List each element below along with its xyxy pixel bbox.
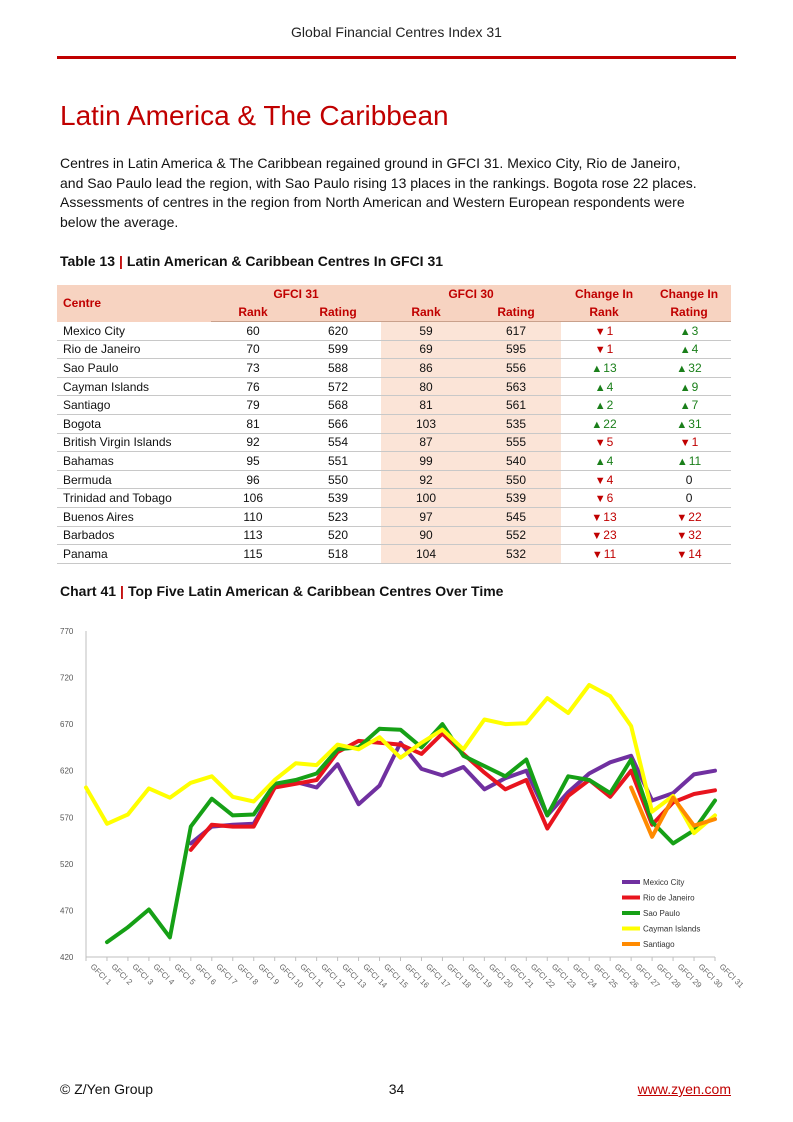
cell-change-rank — [561, 322, 647, 341]
table-caption-separator: | — [119, 253, 123, 269]
change-value: 3 — [691, 323, 699, 338]
cell-change-rating — [647, 507, 731, 526]
cell-rank-31: 113 — [211, 526, 295, 545]
legend-label: Mexico City — [643, 878, 685, 887]
x-tick-label: GFCI 14 — [361, 962, 389, 990]
cell-change-rating — [647, 452, 731, 471]
running-header: Global Financial Centres Index 31 — [291, 24, 502, 40]
cell-rating-30: 552 — [471, 526, 561, 545]
legend-label: Cayman Islands — [643, 924, 701, 934]
cell-rating-31: 523 — [295, 507, 381, 526]
x-tick-label: GFCI 5 — [172, 962, 198, 987]
x-tick-label: GFCI 2 — [109, 962, 135, 987]
cell-rating-30: 556 — [471, 359, 561, 378]
table-caption-number: Table 13 — [60, 253, 115, 269]
change-value: 13 — [603, 360, 617, 375]
x-tick-label: GFCI 24 — [570, 962, 599, 990]
triangle-down-icon: ▼ — [594, 493, 606, 506]
x-tick-label: GFCI 9 — [256, 962, 281, 987]
y-tick-label: 670 — [60, 720, 74, 730]
change-value: 14 — [688, 546, 702, 561]
cell-centre: Bahamas — [57, 452, 211, 471]
cell-rating-31: 539 — [295, 489, 381, 508]
cell-centre: Buenos Aires — [57, 507, 211, 526]
change-value: 7 — [691, 398, 699, 413]
y-tick-label: 470 — [60, 906, 74, 916]
table-row — [57, 396, 731, 415]
cell-change-rank — [561, 396, 647, 415]
triangle-up-icon: ▲ — [591, 418, 603, 431]
x-tick-label: GFCI 21 — [507, 962, 536, 990]
header-rank-31: Rank — [211, 303, 295, 322]
cell-rating-31: 551 — [295, 452, 381, 471]
footer-copyright: © Z/Yen Group — [60, 1081, 154, 1097]
header-change-rating: Change In — [647, 285, 731, 303]
cell-rating-30: 550 — [471, 470, 561, 489]
triangle-down-icon: ▼ — [676, 530, 688, 543]
cell-rank-30: 87 — [381, 433, 471, 452]
change-value: 0 — [685, 491, 693, 506]
triangle-down-icon: ▼ — [594, 344, 606, 357]
header-change-rank: Change In — [561, 285, 647, 303]
x-tick-label: GFCI 10 — [277, 962, 306, 990]
change-value: 22 — [688, 509, 702, 524]
footer-link[interactable]: www.zyen.com — [637, 1081, 731, 1097]
cell-rank-30: 100 — [381, 489, 471, 508]
header-centre: Centre — [57, 285, 211, 322]
cell-rank-30: 104 — [381, 545, 471, 564]
cell-rating-31: 566 — [295, 414, 381, 433]
change-value: 1 — [691, 435, 699, 450]
table-row — [57, 545, 731, 564]
change-value: 4 — [606, 379, 614, 394]
cell-rating-30: 545 — [471, 507, 561, 526]
table-row — [57, 507, 731, 526]
x-tick-label: GFCI 16 — [403, 962, 431, 990]
cell-rank-31: 92 — [211, 433, 295, 452]
triangle-up-icon: ▲ — [679, 381, 691, 394]
triangle-down-icon: ▼ — [676, 511, 688, 524]
cell-centre: Panama — [57, 545, 211, 564]
table-row — [57, 322, 731, 341]
x-tick-label: GFCI 26 — [612, 962, 641, 990]
cell-change-rank — [561, 507, 647, 526]
change-value: 4 — [691, 342, 699, 357]
legend-label: Santiago — [643, 940, 675, 949]
header-rank-30: Rank — [381, 303, 471, 322]
cell-rank-30: 97 — [381, 507, 471, 526]
triangle-up-icon: ▲ — [594, 381, 606, 394]
change-value: 6 — [606, 491, 614, 506]
cell-rating-31: 599 — [295, 340, 381, 359]
x-tick-label: GFCI 31 — [717, 962, 745, 990]
cell-centre: Barbados — [57, 526, 211, 545]
x-tick-label: GFCI 3 — [130, 962, 156, 987]
table-row — [57, 340, 731, 359]
cell-rating-31: 550 — [295, 470, 381, 489]
table-caption — [60, 253, 443, 269]
change-value: 4 — [606, 453, 614, 468]
x-tick-label: GFCI 20 — [486, 962, 515, 990]
table-row — [57, 433, 731, 452]
cell-change-rank — [561, 414, 647, 433]
x-tick-label: GFCI 12 — [319, 962, 347, 990]
y-tick-label: 520 — [60, 859, 74, 869]
triangle-up-icon: ▲ — [676, 418, 688, 431]
line-chart-svg — [55, 617, 745, 997]
triangle-down-icon: ▼ — [591, 548, 603, 561]
cell-change-rating — [647, 396, 731, 415]
header-divider — [57, 56, 736, 59]
change-value: 31 — [688, 416, 702, 431]
cell-rank-31: 81 — [211, 414, 295, 433]
x-tick-label: GFCI 1 — [88, 962, 114, 987]
change-value: 13 — [603, 509, 617, 524]
cell-change-rating — [647, 526, 731, 545]
cell-centre: Trinidad and Tobago — [57, 489, 211, 508]
y-tick-label: 720 — [60, 673, 74, 683]
triangle-up-icon: ▲ — [679, 325, 691, 338]
x-tick-label: GFCI 7 — [214, 962, 239, 987]
cell-change-rank — [561, 526, 647, 545]
cell-change-rank — [561, 377, 647, 396]
change-value: 11 — [688, 453, 702, 468]
cell-rank-31: 73 — [211, 359, 295, 378]
header-gfci30: GFCI 30 — [381, 285, 561, 303]
cell-change-rank — [561, 433, 647, 452]
cell-change-rating — [647, 377, 731, 396]
cell-change-rating — [647, 322, 731, 341]
cell-centre: Bogota — [57, 414, 211, 433]
legend-label: Sao Paulo — [643, 909, 680, 918]
page-number: 34 — [388, 1081, 405, 1097]
table-body — [57, 322, 731, 564]
cell-rating-30: 563 — [471, 377, 561, 396]
change-value: 1 — [606, 342, 614, 357]
line-chart — [55, 617, 745, 997]
intro-paragraph: Centres in Latin America & The Caribbean regained ground in GFCI 31. Mexico City, Rio de Janeiro, and Sao Paulo lead the region, with Sao Paulo rising 13 places in the rankings. Bogota rose 22 places. Assessments of centres in the region from North American and Western European respondents were below the average. — [60, 155, 697, 230]
triangle-down-icon: ▼ — [676, 548, 688, 561]
cell-rating-31: 520 — [295, 526, 381, 545]
x-tick-label: GFCI 4 — [151, 962, 177, 987]
x-tick-label: GFCI 30 — [696, 962, 725, 990]
cell-rank-31: 110 — [211, 507, 295, 526]
change-value: 4 — [606, 472, 614, 487]
x-tick-label: GFCI 8 — [235, 962, 260, 987]
cell-centre: Sao Paulo — [57, 359, 211, 378]
cell-rating-31: 588 — [295, 359, 381, 378]
chart-caption-number: Chart 41 — [60, 583, 117, 599]
cell-change-rating — [647, 414, 731, 433]
cell-rank-31: 76 — [211, 377, 295, 396]
table-row — [57, 452, 731, 471]
x-tick-label: GFCI 17 — [424, 962, 452, 990]
triangle-down-icon: ▼ — [591, 530, 603, 543]
cell-centre: Santiago — [57, 396, 211, 415]
y-tick-label: 770 — [60, 627, 74, 636]
cell-rating-31: 518 — [295, 545, 381, 564]
cell-change-rating — [647, 489, 731, 508]
triangle-down-icon: ▼ — [594, 474, 606, 487]
triangle-up-icon: ▲ — [591, 362, 603, 375]
cell-rank-30: 90 — [381, 526, 471, 545]
triangle-up-icon: ▲ — [594, 400, 606, 413]
y-tick-label: 570 — [60, 813, 74, 823]
triangle-up-icon: ▲ — [679, 344, 691, 357]
centres-table — [57, 285, 731, 564]
cell-rank-30: 92 — [381, 470, 471, 489]
change-value: 1 — [606, 323, 614, 338]
cell-rank-31: 96 — [211, 470, 295, 489]
cell-change-rating — [647, 433, 731, 452]
x-tick-label: GFCI 23 — [549, 962, 578, 990]
x-tick-label: GFCI 28 — [654, 962, 683, 990]
triangle-up-icon: ▲ — [594, 455, 606, 468]
cell-change-rating — [647, 340, 731, 359]
triangle-down-icon: ▼ — [594, 325, 606, 338]
cell-change-rating — [647, 545, 731, 564]
cell-rating-31: 554 — [295, 433, 381, 452]
cell-rank-30: 69 — [381, 340, 471, 359]
cell-rank-31: 79 — [211, 396, 295, 415]
cell-rating-31: 572 — [295, 377, 381, 396]
page-title: Latin America & The Caribbean — [60, 100, 449, 131]
y-tick-label: 620 — [60, 766, 74, 776]
triangle-down-icon: ▼ — [591, 511, 603, 524]
triangle-up-icon: ▲ — [676, 455, 688, 468]
header-change-rank-sub: Rank — [561, 303, 647, 322]
header-rating-31: Rating — [295, 303, 381, 322]
cell-change-rating — [647, 470, 731, 489]
cell-rating-30: 555 — [471, 433, 561, 452]
cell-rank-31: 106 — [211, 489, 295, 508]
change-value: 32 — [688, 528, 702, 543]
cell-rating-31: 620 — [295, 322, 381, 341]
cell-rating-31: 568 — [295, 396, 381, 415]
change-value: 22 — [603, 416, 617, 431]
x-tick-label: GFCI 25 — [591, 962, 620, 990]
triangle-up-icon: ▲ — [676, 362, 688, 375]
cell-centre: British Virgin Islands — [57, 433, 211, 452]
x-tick-label: GFCI 19 — [465, 962, 494, 990]
legend-label: Rio de Janeiro — [643, 893, 695, 903]
change-value: 11 — [603, 546, 617, 561]
triangle-down-icon: ▼ — [594, 437, 606, 450]
cell-rating-30: 540 — [471, 452, 561, 471]
change-value: 9 — [691, 379, 699, 394]
cell-rating-30: 539 — [471, 489, 561, 508]
x-tick-label: GFCI 27 — [633, 962, 662, 990]
cell-rank-31: 95 — [211, 452, 295, 471]
cell-centre: Bermuda — [57, 470, 211, 489]
change-value: 23 — [603, 528, 617, 543]
cell-change-rank — [561, 545, 647, 564]
table-row — [57, 470, 731, 489]
cell-centre: Cayman Islands — [57, 377, 211, 396]
cell-change-rating — [647, 359, 731, 378]
x-tick-label: GFCI 15 — [382, 962, 410, 990]
change-value: 0 — [685, 472, 693, 487]
cell-rank-31: 70 — [211, 340, 295, 359]
y-tick-label: 420 — [60, 953, 74, 962]
table-row — [57, 414, 731, 433]
table-row — [57, 489, 731, 508]
table-row — [57, 377, 731, 396]
header-rating-30: Rating — [471, 303, 561, 322]
x-tick-label: GFCI 22 — [528, 962, 557, 990]
cell-rating-30: 532 — [471, 545, 561, 564]
header-change-rating-sub: Rating — [647, 303, 731, 322]
table-row — [57, 359, 731, 378]
header-gfci31: GFCI 31 — [211, 285, 381, 303]
x-tick-label: GFCI 29 — [675, 962, 704, 990]
cell-rank-30: 59 — [381, 322, 471, 341]
table-caption-title: Latin American & Caribbean Centres In GFCI 31 — [126, 253, 444, 269]
cell-change-rank — [561, 452, 647, 471]
cell-rating-30: 535 — [471, 414, 561, 433]
change-value: 2 — [606, 398, 614, 413]
x-tick-label: GFCI 13 — [340, 962, 368, 990]
cell-change-rank — [561, 489, 647, 508]
cell-centre: Rio de Janeiro — [57, 340, 211, 359]
chart-caption-separator: | — [120, 583, 124, 599]
cell-rank-30: 80 — [381, 377, 471, 396]
cell-centre: Mexico City — [57, 322, 211, 341]
change-value: 5 — [606, 435, 614, 450]
cell-rating-30: 617 — [471, 322, 561, 341]
cell-rank-30: 99 — [381, 452, 471, 471]
x-tick-label: GFCI 11 — [298, 962, 326, 990]
cell-rank-30: 86 — [381, 359, 471, 378]
change-value: 32 — [688, 360, 702, 375]
x-tick-label: GFCI 6 — [193, 962, 219, 987]
cell-rank-30: 81 — [381, 396, 471, 415]
cell-rank-31: 115 — [211, 545, 295, 564]
cell-rating-30: 595 — [471, 340, 561, 359]
cell-rating-30: 561 — [471, 396, 561, 415]
cell-change-rank — [561, 359, 647, 378]
triangle-down-icon: ▼ — [679, 437, 691, 450]
cell-rank-31: 60 — [211, 322, 295, 341]
cell-change-rank — [561, 470, 647, 489]
triangle-up-icon: ▲ — [679, 400, 691, 413]
cell-change-rank — [561, 340, 647, 359]
chart-caption — [60, 583, 503, 599]
chart-caption-title: Top Five Latin American & Caribbean Centres Over Time — [127, 583, 504, 599]
table-row — [57, 526, 731, 545]
x-tick-label: GFCI 18 — [445, 962, 473, 990]
cell-rank-30: 103 — [381, 414, 471, 433]
